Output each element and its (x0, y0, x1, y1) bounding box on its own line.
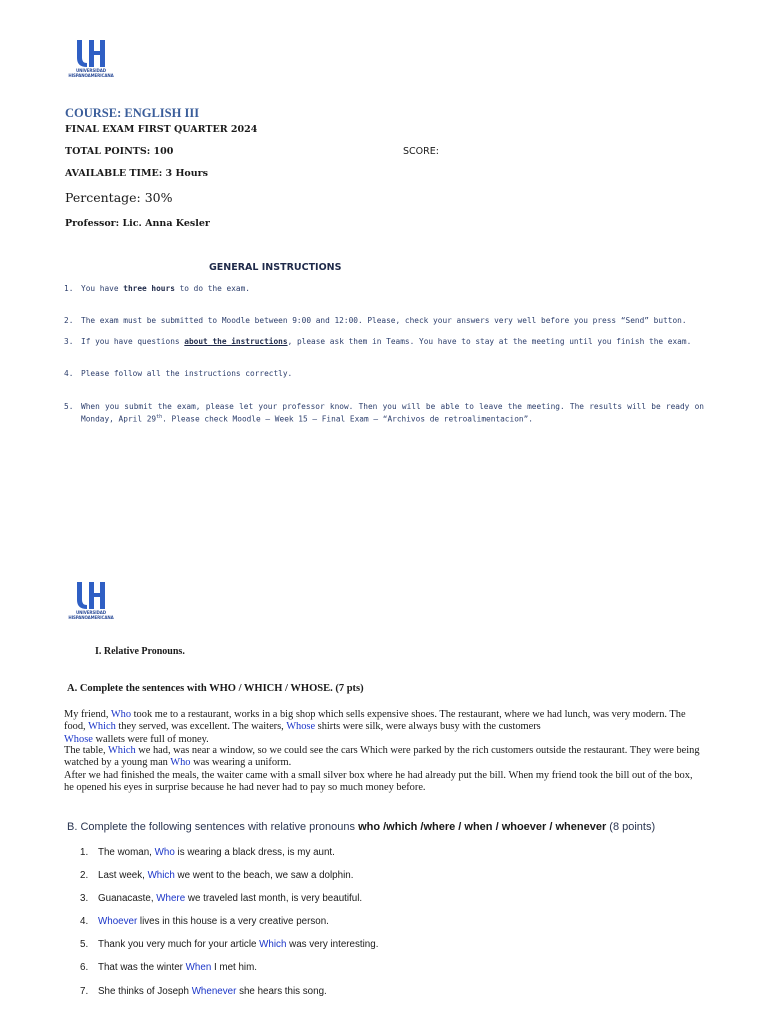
superscript: th (156, 414, 163, 420)
answer-text: Which (107, 745, 136, 756)
item-number: 2. (64, 316, 74, 325)
answer-text: Which (147, 870, 175, 881)
list-item (80, 986, 327, 997)
item-number: 7. (80, 986, 89, 997)
logo-caption-1: UNIVERSIDAD (76, 610, 106, 615)
text-run: wallets were full of money. (92, 733, 209, 745)
text-run: If you have questions (81, 337, 185, 346)
university-logo (68, 38, 114, 80)
instruction-text: Please follow all the instructions correctly. (81, 369, 293, 378)
answer-text: Who (154, 847, 175, 858)
text-run: was wearing a uniform. (190, 757, 292, 769)
percentage: Percentage: 30% (65, 190, 173, 205)
text-run: shirts were silk, were always busy with the customers (315, 721, 541, 733)
bold-run: who /which /where / when / whoever / whenever (358, 821, 607, 833)
instructions-title: GENERAL INSTRUCTIONS (209, 262, 342, 273)
answer-text: When (185, 962, 212, 973)
instruction-text (81, 284, 704, 294)
list-item (80, 939, 378, 950)
text-run: The table, (64, 745, 108, 756)
instruction-text (81, 402, 704, 425)
text-run: That was the winter (98, 962, 186, 973)
item-number: 1. (64, 284, 74, 293)
available-time: AVAILABLE TIME: 3 Hours (65, 168, 209, 179)
text-run: to do the exam. (174, 284, 250, 293)
item-number: 1. (80, 847, 89, 858)
university-logo (68, 580, 114, 622)
text-run: Guanacaste, (98, 893, 157, 904)
paragraph-1 (64, 709, 704, 746)
text-run: she hears this song. (236, 986, 327, 997)
part-a-title: A. Complete the sentences with WHO / WHICH / WHOSE. (7 pts) (67, 683, 364, 694)
course-title: COURSE: ENGLISH III (65, 106, 200, 120)
score-label: SCORE: (403, 146, 439, 157)
item-number: 4. (80, 916, 89, 927)
text-run: lives in this house is a very creative person. (137, 916, 329, 927)
item-number: 5. (80, 939, 89, 950)
professor: Professor: Lic. Anna Kesler (65, 218, 210, 229)
logo-caption-2: HISPANOAMERICANA (68, 73, 114, 78)
part-b-title (67, 821, 655, 833)
total-points: TOTAL POINTS: 100 (65, 146, 174, 157)
answer-text: Who (170, 757, 191, 769)
text-run: (8 points) (606, 821, 656, 833)
answer-text: Where (156, 893, 186, 904)
text-run: they served, was excellent. The waiters, (115, 721, 287, 733)
item-number: 4. (64, 369, 74, 378)
text-run: Thank you very much for your article (98, 939, 260, 950)
logo-caption-1: UNIVERSIDAD (76, 68, 106, 73)
text-run: I met him. (211, 962, 257, 973)
text-run: we went to the beach, we saw a dolphin. (174, 870, 354, 881)
text-run: was very interesting. (286, 939, 379, 950)
item-number: 3. (80, 893, 89, 904)
text-run: , please ask them in Teams. You have to stay at the meeting until you finish the exam. (287, 337, 692, 346)
item-number: 5. (64, 402, 74, 411)
instruction-text (81, 337, 704, 347)
section-title: I. Relative Pronouns. (95, 646, 185, 657)
instruction-text: The exam must be submitted to Moodle between 9:00 and 12:00. Please, check your answers very well before you press “Send” button. (81, 316, 687, 325)
text-run: took me to a restaurant, works in a big shop which sells expensive shoes. The restaurant, where we had lunch, was very modern. The food, (64, 709, 686, 733)
text-run: we had, was near a window, so we could see the cars Which were parked by the rich customers outside the restaurant. They were being watched by a young man (64, 745, 700, 769)
exam-title: FINAL EXAM FIRST QUARTER 2024 (65, 124, 258, 135)
item-number: 2. (80, 870, 89, 881)
list-item (80, 870, 353, 881)
answer-text: Which (259, 939, 287, 950)
logo-caption-2: HISPANOAMERICANA (68, 615, 114, 620)
list-item (80, 962, 257, 973)
text-run: we traveled last month, is very beautiful. (185, 893, 363, 904)
list-item (80, 893, 362, 904)
text-run: You have (81, 284, 124, 293)
answer-text: Whenever (191, 986, 237, 997)
text-run: Last week, (98, 870, 148, 881)
answer-text: Whose (286, 721, 316, 733)
list-item (80, 847, 335, 858)
text-run: B. Complete the following sentences with relative pronouns (67, 821, 359, 833)
paragraph-3: After we had finished the meals, the waiter came with a small silver box where he had already put the bill. When my friend took the bill out of the box, he opened his eyes in surprise because he had never had to pay so much money before. (64, 770, 693, 794)
text-run: When you submit the exam, please let your professor know. Then you will be able to leave the meeting. The results will be ready on Monday, April 29 (81, 402, 704, 424)
bold-underline-run: about the instructions (184, 337, 288, 346)
text-run: My friend, (64, 709, 111, 720)
paragraph-2 (64, 745, 704, 770)
text-run: . Please check Moodle – Week 15 – Final Exam – “Archivos de retroalimentacion”. (162, 414, 533, 424)
text-run: She thinks of Joseph (98, 986, 192, 997)
answer-text: Who (110, 709, 132, 720)
text-run: The woman, (98, 847, 155, 858)
answer-text: Whose (64, 733, 93, 745)
answer-text: Whoever (98, 916, 138, 927)
uh-logo-icon (74, 38, 108, 68)
answer-text: Which (88, 721, 116, 733)
item-number: 3. (64, 337, 74, 346)
uh-logo-icon (74, 580, 108, 610)
text-run: is wearing a black dress, is my aunt. (174, 847, 335, 858)
bold-run: three hours (123, 284, 175, 293)
list-item (80, 916, 329, 927)
item-number: 6. (80, 962, 89, 973)
